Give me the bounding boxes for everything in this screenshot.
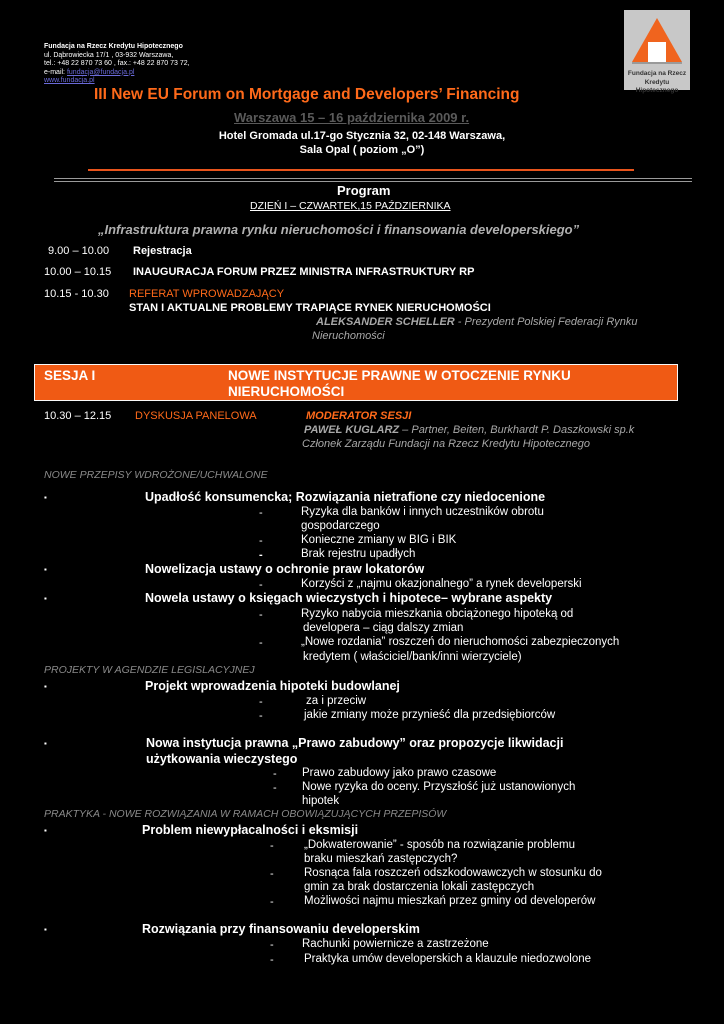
- topic-item: Możliwości najmu mieszkań przez gminy od developerów: [304, 895, 596, 907]
- dash-icon: -: [273, 768, 277, 780]
- bullet-icon: ▪: [44, 565, 47, 574]
- dash-icon: -: [270, 939, 274, 951]
- bullet-icon: ▪: [44, 493, 47, 502]
- dash-icon: -: [259, 696, 263, 708]
- section-heading: PRAKTYKA - NOWE ROZWIĄZANIA W RAMACH OBOWIĄZUJĄCYCH PRZEPISÓW: [44, 808, 447, 820]
- topic-heading: Problem niewypłacalności i eksmisji: [142, 823, 359, 837]
- email-label: e-mail:: [44, 68, 66, 76]
- org-name: Fundacja na Rzecz Kredytu Hipotecznego: [44, 43, 183, 50]
- moderator-role: – Partner, Beiten, Burkhardt P. Daszkowski sp.k: [399, 424, 635, 436]
- program-heading: Program: [337, 183, 391, 198]
- agenda-talk-title: STAN I AKTUALNE PROBLEMY TRAPIĄCE RYNEK NIERUCHOMOŚCI: [129, 302, 491, 314]
- divider-gray-2: [54, 181, 692, 182]
- topic-item: jakie zmiany może przynieść dla przedsiębiorców: [304, 709, 556, 721]
- dash-icon: -: [259, 535, 263, 547]
- speaker-name: ALEKSANDER SCHELLER: [316, 316, 455, 328]
- topic-item-cont: hipotek: [302, 795, 340, 807]
- topic-heading: Rozwiązania przy finansowaniu developerskim: [142, 922, 420, 936]
- venue-line1: Hotel Gromada ul.17-go Stycznia 32, 02-148 Warszawa,: [218, 130, 506, 142]
- event-title: III New EU Forum on Mortgage and Developers’ Financing: [94, 86, 520, 103]
- bullet-icon: ▪: [44, 594, 47, 603]
- session-type: DYSKUSJA PANELOWA: [135, 410, 257, 422]
- venue-line2: Sala Opal ( poziom „O”): [299, 144, 425, 156]
- topic-item: „Dokwaterowanie” - sposób na rozwiązanie problemu: [304, 839, 576, 851]
- topic-item-cont: gospodarczego: [301, 520, 380, 532]
- section-heading: NOWE PRZEPISY WDROŻONE/UCHWALONE: [44, 469, 268, 481]
- section-heading: PROJEKTY W AGENDZIE LEGISLACYJNEJ: [44, 664, 255, 676]
- topic-item: Konieczne zmiany w BIG i BIK: [301, 534, 457, 546]
- topic-item: Prawo zabudowy jako prawo czasowe: [302, 767, 497, 779]
- topic-item: Korzyści z „najmu okazjonalnego” a rynek developerski: [301, 578, 582, 590]
- topic-heading: Nowela ustawy o księgach wieczystych i hipotece– wybrane aspekty: [145, 591, 553, 605]
- session-time: 10.30 – 12.15: [44, 410, 112, 422]
- session-title-line1: NOWE INSTYTUCJE PRAWNE W OTOCZENIE RYNKU: [228, 368, 571, 383]
- moderator-name: PAWEŁ KUGLARZ: [304, 424, 400, 436]
- bullet-icon: ▪: [44, 682, 47, 691]
- topic-heading: Nowa instytucja prawna „Prawo zabudowy” oraz propozycje likwidacji: [146, 736, 564, 750]
- topic-item: Rachunki powiernicze a zastrzeżone: [302, 938, 489, 950]
- foundation-logo: [624, 10, 690, 94]
- dash-icon: -: [259, 579, 263, 591]
- topic-item: Ryzyko nabycia mieszkania obciążonego hipoteką od: [301, 608, 574, 620]
- topic-heading: Upadłość konsumencka; Rozwiązania nietrafione czy niedocenione: [145, 490, 546, 504]
- org-contact-block: [44, 43, 190, 86]
- org-address: ul. Dąbrowiecka 17/1 , 03-932 Warszawa,: [44, 51, 174, 59]
- dash-icon: -: [270, 868, 274, 880]
- topic-item: Rosnąca fala roszczeń odszkodowawczych w stosunku do: [304, 867, 602, 879]
- dash-icon: -: [259, 507, 263, 519]
- logo-text-line1: Fundacja na Rzecz: [627, 70, 687, 77]
- website-link[interactable]: www.fundacja.pl: [44, 77, 95, 84]
- session-banner: [34, 364, 678, 401]
- agenda-time: 10.00 – 10.15: [44, 266, 112, 278]
- dash-icon: -: [259, 637, 263, 649]
- agenda-text: INAUGURACJA FORUM PRZEZ MINISTRA INFRASTRUKTURY RP: [133, 266, 475, 278]
- program-motto: „Infrastruktura prawna rynku nieruchomości i finansowania developerskiego”: [98, 222, 580, 237]
- email-link[interactable]: fundacja@fundacja.pl: [66, 68, 135, 76]
- topic-item: Praktyka umów developerskich a klauzule niedozwolone: [304, 953, 592, 965]
- session-title-line2: NIERUCHOMOŚCI: [228, 384, 345, 399]
- session-label: SESJA I: [44, 368, 96, 383]
- bullet-icon: ▪: [44, 925, 47, 934]
- dash-icon: -: [270, 896, 274, 908]
- dash-icon: -: [270, 840, 274, 852]
- topic-item: „Nowe rozdania” roszczeń do nieruchomości zabezpieczonych: [301, 636, 620, 648]
- topic-item: Brak rejestru upadłych: [301, 548, 416, 560]
- logo-text-line2: Kredytu Hipotecznego: [635, 79, 679, 94]
- topic-heading: Projekt wprowadzenia hipoteki budowlanej: [145, 679, 400, 693]
- moderator-label: MODERATOR SESJI: [306, 410, 412, 422]
- topic-heading: Nowelizacja ustawy o ochronie praw lokatorów: [145, 562, 425, 576]
- bullet-icon: ▪: [44, 739, 47, 748]
- topic-item-cont: gmin za brak dostarczenia lokali zastępczych: [304, 881, 535, 893]
- agenda-time: 10.15 - 10.30: [44, 288, 109, 300]
- topic-item-cont: developera – ciąg dalszy zmian: [303, 622, 464, 634]
- topic-item-cont: kredytem ( właściciel/bank/inni wierzyciele): [303, 651, 522, 663]
- house-logo-icon: [624, 10, 690, 72]
- agenda-text: Rejestracja: [133, 245, 192, 257]
- moderator-role-cont: Członek Zarządu Fundacji na Rzecz Kredytu Hipotecznego: [302, 438, 590, 450]
- dash-icon: -: [259, 549, 263, 561]
- divider-orange: [88, 169, 634, 171]
- topic-item: Ryzyka dla banków i innych uczestników obrotu: [301, 506, 544, 518]
- program-day: DZIEŃ I – CZWARTEK,15 PAŹDZIERNIKA: [250, 200, 451, 212]
- topic-heading-cont: użytkowania wieczystego: [146, 752, 298, 766]
- divider-gray-1: [54, 178, 692, 179]
- dash-icon: -: [259, 710, 263, 722]
- topic-item: za i przeciw: [306, 695, 367, 707]
- speaker-role-cont: Nieruchomości: [312, 330, 385, 342]
- event-dates: Warszawa 15 – 16 października 2009 r.: [234, 110, 470, 125]
- org-phones: tel.: +48 22 870 73 60 , fax.: +48 22 870 73 72,: [44, 60, 190, 67]
- dash-icon: -: [273, 782, 277, 794]
- topic-item: Nowe ryzyka do oceny. Przyszłość już ustanowionych: [302, 781, 576, 793]
- speaker-role: - Prezydent Polskiej Federacji Rynku: [454, 316, 638, 328]
- agenda-label: REFERAT WPROWADZAJĄCY: [129, 288, 285, 300]
- bullet-icon: ▪: [44, 826, 47, 835]
- topic-item-cont: braku mieszkań zastępczych?: [304, 853, 458, 865]
- dash-icon: -: [270, 954, 274, 966]
- dash-icon: -: [259, 609, 263, 621]
- agenda-time: 9.00 – 10.00: [48, 245, 110, 257]
